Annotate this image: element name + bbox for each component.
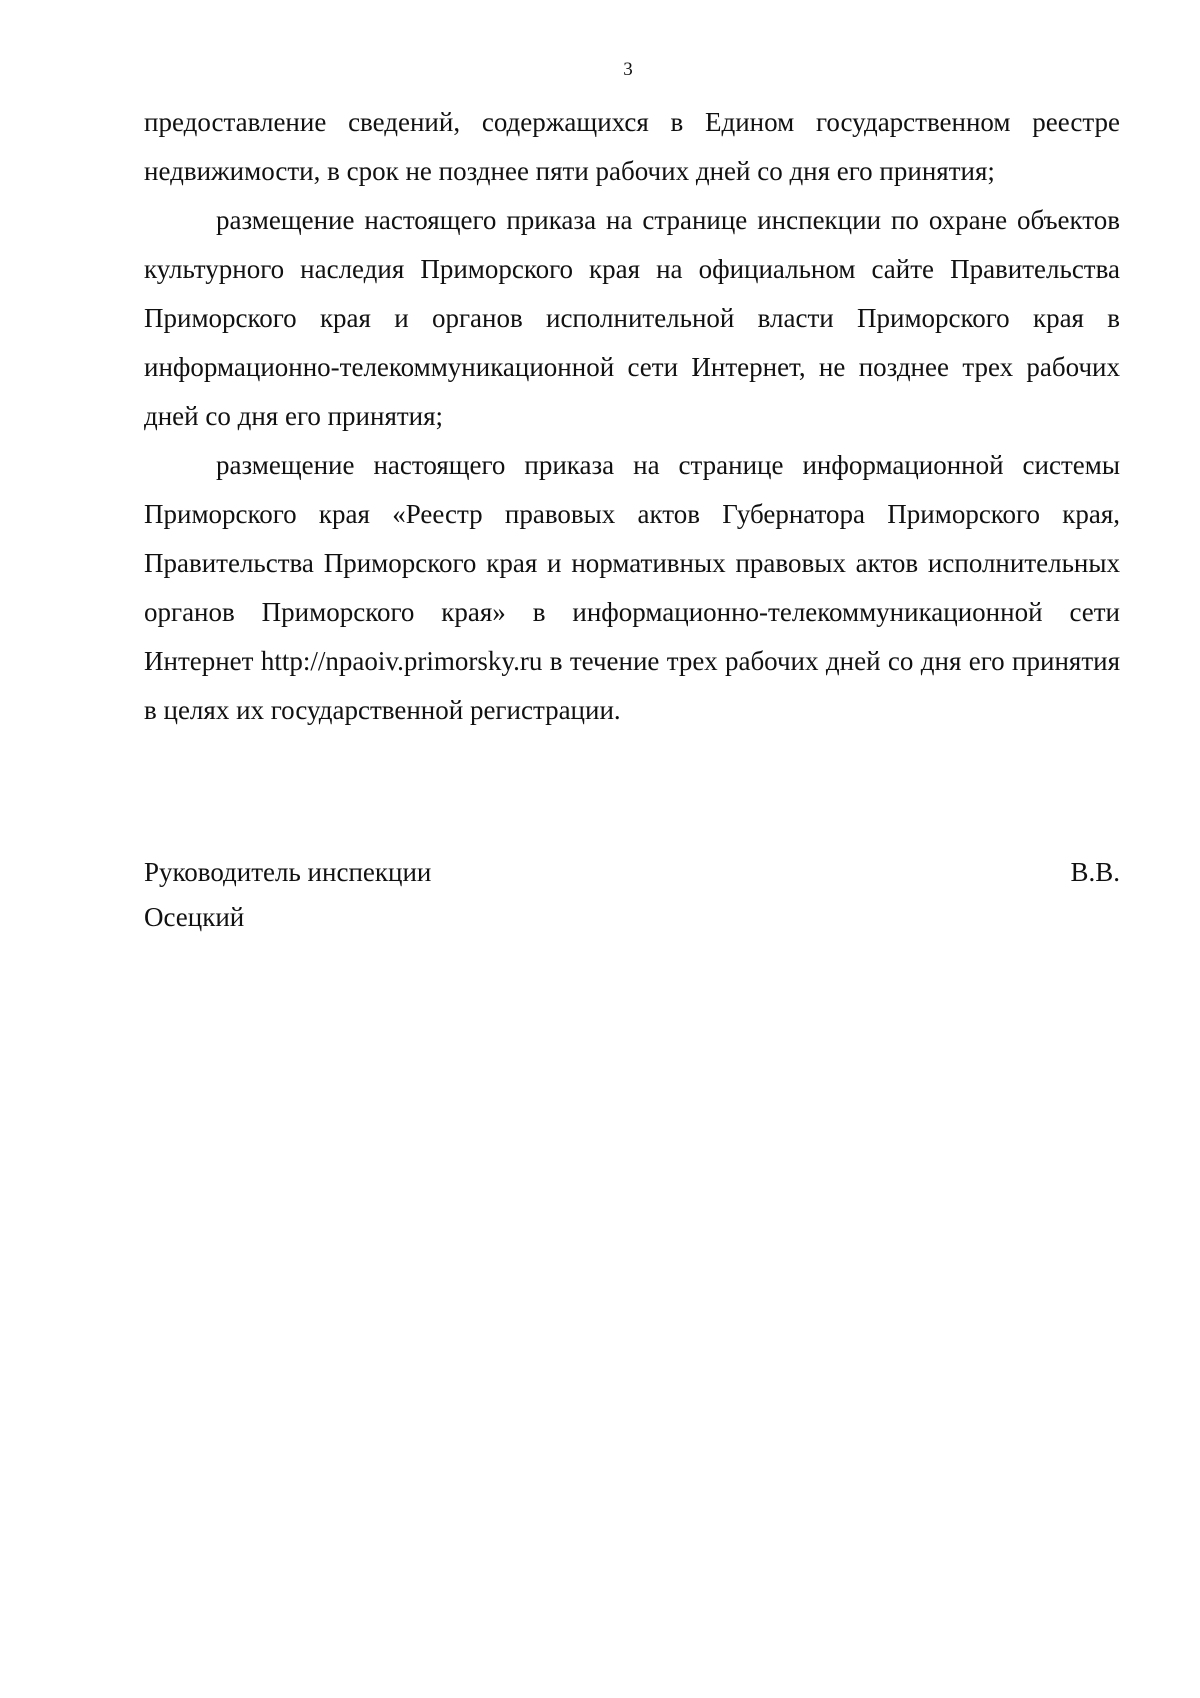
document-body [144,98,1120,735]
signature-block [144,850,1120,940]
paragraph-official-site: размещение настоящего приказа на странице инспекции по охране объектов культурного наследия Приморского края на официальном сайте Правительства Приморского края и органов исполнительной власти Приморского края в информационно-телекоммуникационной сети Интернет, не позднее трех рабочих дней со дня его принятия; [144,205,1120,431]
signer-surname: Осецкий [144,902,245,932]
signer-initials: В.В. [1070,857,1120,887]
signer-position: Руководитель инспекции [144,857,432,887]
paragraph-legal-acts-registry: размещение настоящего приказа на странице информационной системы Приморского края «Реестр правовых актов Губернатора Приморского края, Правительства Приморского края и нормативных правовых актов исполнительных органов Приморского края» в информационно-телекоммуникационной сети Интернет http://npaoiv.primorsky.ru в течение трех рабочих дней со дня его принятия в целях их государственной регистрации. [144,450,1120,725]
page-number: 3 [623,59,633,80]
signature-line [144,850,1120,895]
paragraph-registry-info: предоставление сведений, содержащихся в Едином государственном реестре недвижимости, в срок не позднее пяти рабочих дней со дня его принятия; [144,107,1120,186]
